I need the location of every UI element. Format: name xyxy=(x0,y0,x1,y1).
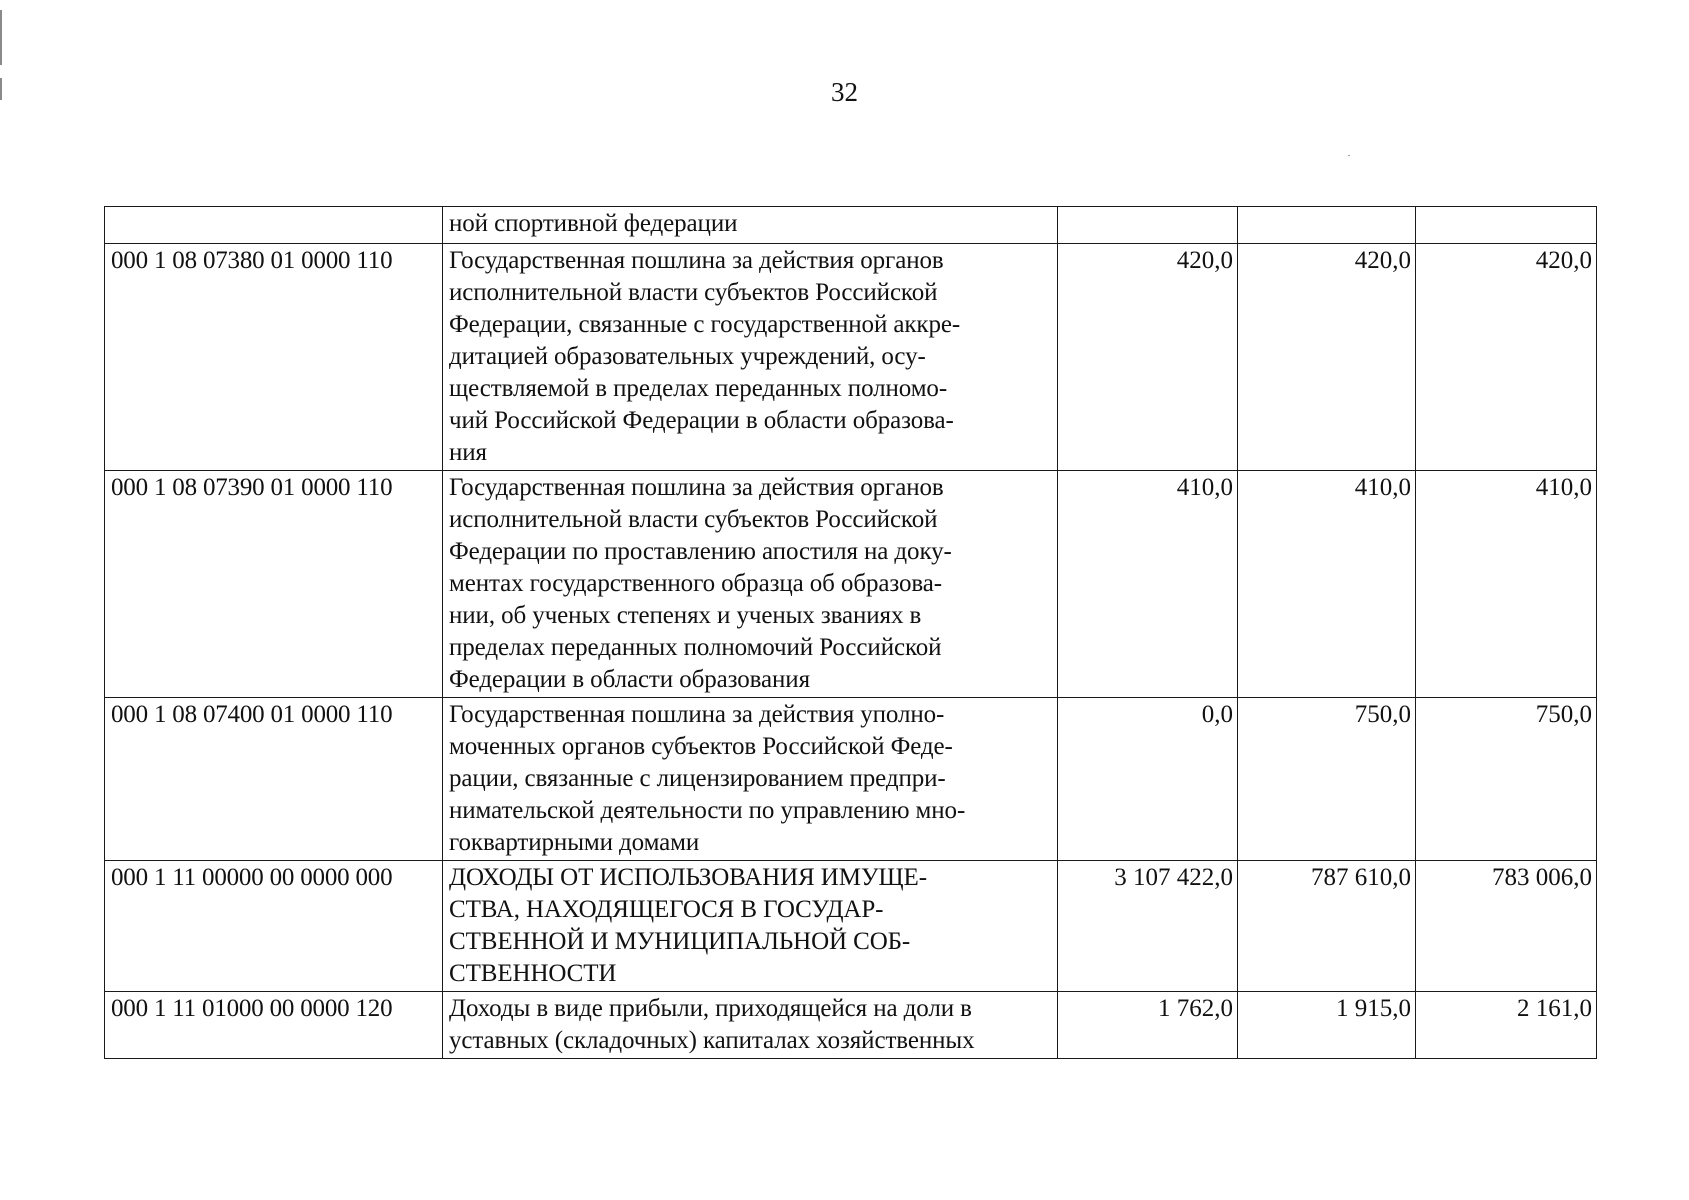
table-row xyxy=(105,471,1597,698)
budget-code-cell: 000 1 08 07390 01 0000 110 xyxy=(105,471,443,698)
amount-cell-2: 750,0 xyxy=(1238,698,1416,861)
amount-cell-3: 420,0 xyxy=(1416,244,1597,471)
scan-speck xyxy=(1348,155,1350,156)
revenue-name-cell: ной спортивной федерации xyxy=(443,207,1058,244)
revenue-table xyxy=(104,206,1597,1059)
amount-cell-1: 410,0 xyxy=(1058,471,1238,698)
budget-code-cell: 000 1 08 07400 01 0000 110 xyxy=(105,698,443,861)
budget-code-cell: 000 1 11 00000 00 0000 000 xyxy=(105,861,443,992)
amount-cell-1 xyxy=(1058,207,1238,244)
amount-cell-2 xyxy=(1238,207,1416,244)
table-row xyxy=(105,861,1597,992)
amount-cell-2: 787 610,0 xyxy=(1238,861,1416,992)
revenue-name-cell: ДОХОДЫ ОТ ИСПОЛЬЗОВАНИЯ ИМУЩЕ- СТВА, НАХОДЯЩЕГОСЯ В ГОСУДАР- СТВЕННОЙ И МУНИЦИПАЛЬНОЙ СОБ- СТВЕННОСТИ xyxy=(443,861,1058,992)
revenue-name-cell: Государственная пошлина за действия органов исполнительной власти субъектов Российской Федерации по проставлению апостиля на доку- ментах государственного образца об образова- нии, об ученых степенях и ученых званиях в пределах переданных полномочий Российской Федерации в области образования xyxy=(443,471,1058,698)
page-number: 32 xyxy=(831,77,858,107)
amount-cell-3: 410,0 xyxy=(1416,471,1597,698)
budget-code-cell xyxy=(105,207,443,244)
amount-cell-1: 420,0 xyxy=(1058,244,1238,471)
budget-code-cell: 000 1 08 07380 01 0000 110 xyxy=(105,244,443,471)
scan-margin-mark xyxy=(0,10,2,65)
revenue-name-cell: Государственная пошлина за действия органов исполнительной власти субъектов Российской Федерации, связанные с государственной аккре- дитацией образовательных учреждений, осу- ществляемой в пределах переданных полномо- чий Российской Федерации в области образова- ния xyxy=(443,244,1058,471)
amount-cell-3 xyxy=(1416,207,1597,244)
budget-code-cell: 000 1 11 01000 00 0000 120 xyxy=(105,992,443,1059)
revenue-name-cell: Доходы в виде прибыли, приходящейся на доли в уставных (складочных) капиталах хозяйственных xyxy=(443,992,1058,1059)
amount-cell-2: 410,0 xyxy=(1238,471,1416,698)
revenue-name-cell: Государственная пошлина за действия уполно- моченных органов субъектов Российской Феде- рации, связанные с лицензированием предпри- нимательской деятельности по управлению мно- гоквартирными домами xyxy=(443,698,1058,861)
amount-cell-2: 420,0 xyxy=(1238,244,1416,471)
amount-cell-3: 783 006,0 xyxy=(1416,861,1597,992)
amount-cell-1: 1 762,0 xyxy=(1058,992,1238,1059)
amount-cell-2: 1 915,0 xyxy=(1238,992,1416,1059)
table-row xyxy=(105,992,1597,1059)
table-row xyxy=(105,698,1597,861)
amount-cell-1: 0,0 xyxy=(1058,698,1238,861)
amount-cell-3: 2 161,0 xyxy=(1416,992,1597,1059)
amount-cell-3: 750,0 xyxy=(1416,698,1597,861)
table-row xyxy=(105,207,1597,244)
amount-cell-1: 3 107 422,0 xyxy=(1058,861,1238,992)
table-row xyxy=(105,244,1597,471)
